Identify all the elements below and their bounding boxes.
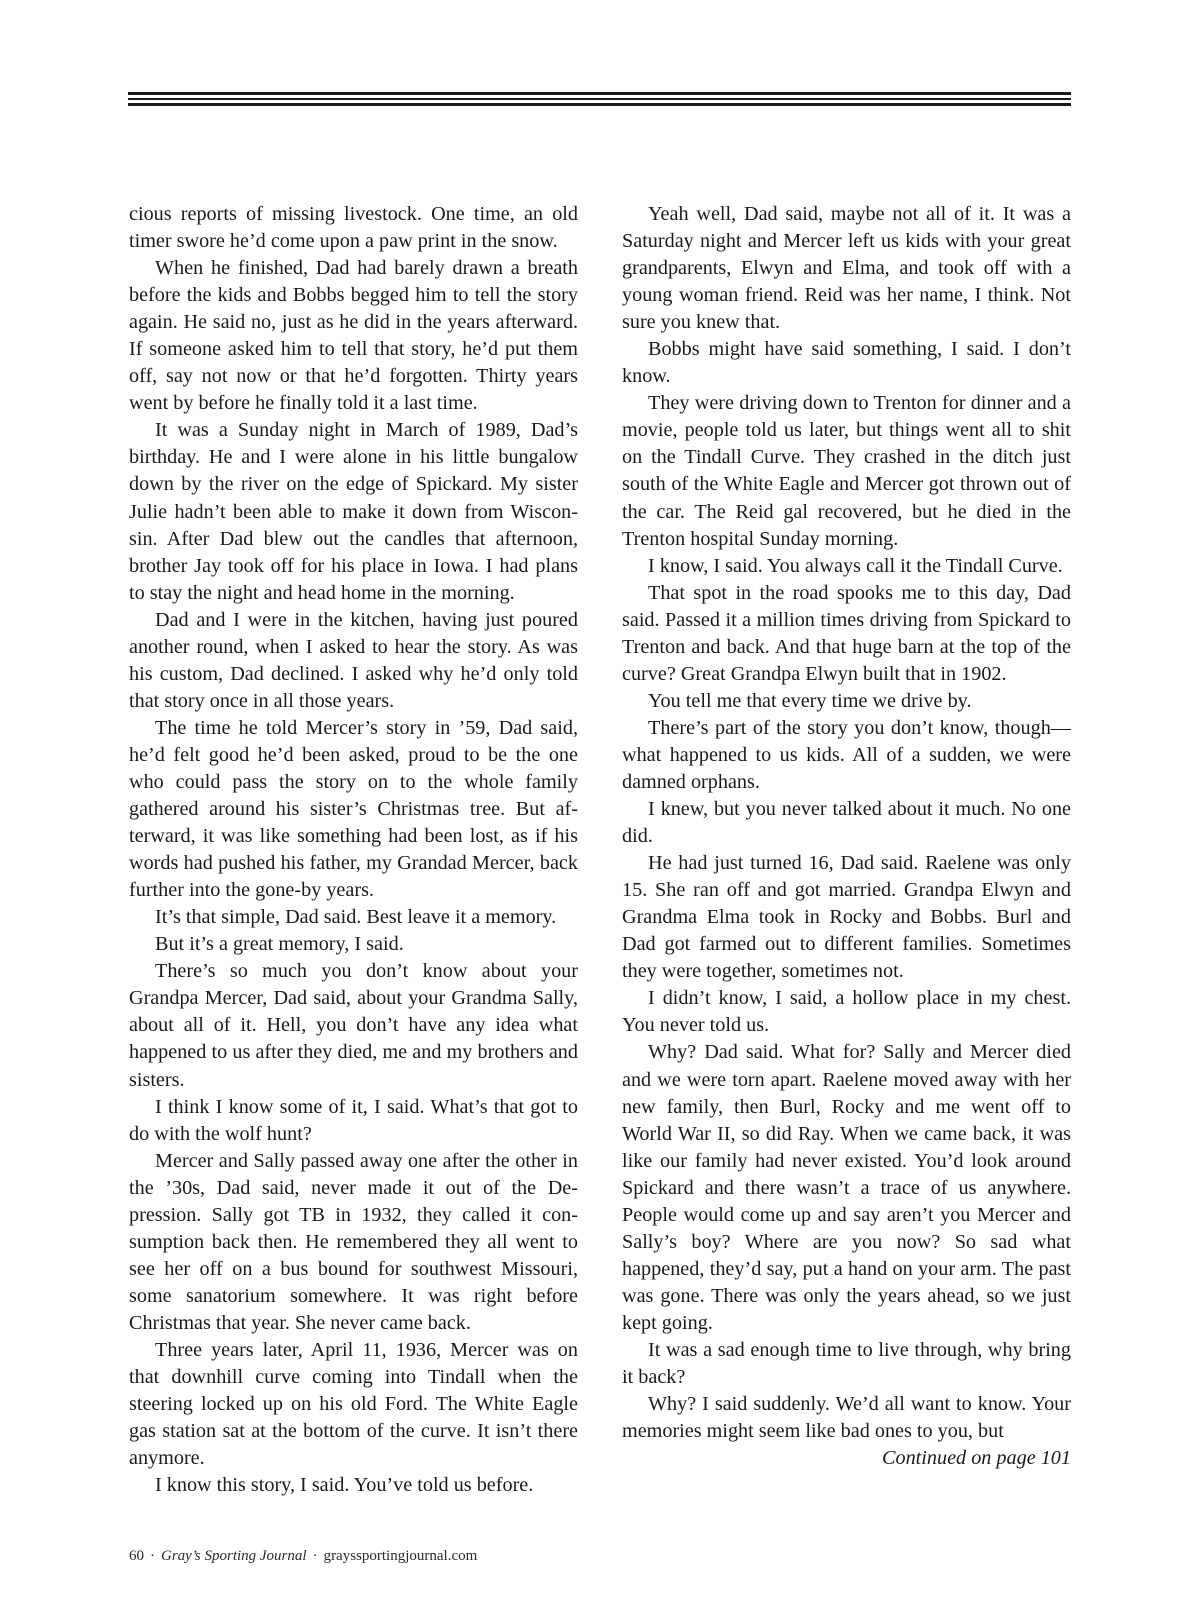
paragraph: Mercer and Sally passed away one after the other in the ’30s, Dad said, never made it out of the Depression. Sally got TB in 1932, they called it consumption back then. He remembered they all went to see her off on a bus bound for southwest Missouri, some sanatorium somewhere. It was right before Christmas that year. She never came back.	[129, 1149, 578, 1334]
paragraph: He had just turned 16, Dad said. Raelene was only 15. She ran off and got married. Grandpa Elwyn and Grandma Elma took in Rocky and Bobbs. Burl and Dad got farmed out to different families. Sometimes they were together, sometimes not.	[622, 852, 1071, 983]
right-column	[622, 201, 1071, 1472]
publication-name: Gray’s Sporting Journal	[161, 1548, 307, 1564]
paragraph: I think I know some of it, I said. What’s that got to do with the wolf hunt?	[129, 1095, 578, 1145]
paragraph: There’s part of the story you don’t know, though—what happened to us kids. All of a sudden, we were damned orphans.	[622, 716, 1071, 793]
paragraph: I knew, but you never talked about it much. No one did.	[622, 798, 1071, 848]
paragraph: Dad and I were in the kitchen, having just poured another round, when I asked to hear the story. As was his custom, Dad declined. I asked why he’d only told that story once in all those years.	[129, 608, 578, 712]
page-footer	[129, 1548, 477, 1565]
paragraph: There’s so much you don’t know about your Grandpa Mercer, Dad said, about your Grandma Sally, about all of it. Hell, you don’t have any idea what happened to us after they died, me and my brothers and sisters.	[129, 960, 578, 1091]
paragraph: Three years later, April 11, 1936, Mercer was on that downhill curve coming into Tindall when the steering locked up on his old Ford. The White Eagle gas station sat at the bottom of the curve. It isn’t there anymore.	[129, 1338, 578, 1470]
paragraph: Bobbs might have said something, I said. I don’t know.	[622, 338, 1071, 388]
paragraph: It was a Sunday night in March of 1989, Dad’s birthday. He and I were alone in his little bungalow down by the river on the edge of Spickard. My sister Julie hadn’t been able to make it down from Wisconsin. After Dad blew out the candles that afternoon, brother Jay took off for his place in Iowa. I had plans to stay the night and head home in the morning.	[129, 419, 578, 604]
paragraph: You tell me that every time we drive by.	[648, 689, 972, 712]
paragraph: It was a sad enough time to live through, why bring it back?	[622, 1338, 1071, 1389]
header-rules	[128, 92, 1071, 109]
paragraph: cious reports of missing livestock. One time, an old timer swore he’d come upon a paw print in the snow.	[129, 203, 578, 253]
paragraph: When he finished, Dad had barely drawn a breath before the kids and Bobbs begged him to tell the story again. He said no, just as he did in the years afterward. If someone asked him to tell that story, he’d put them off, say not now or that he’d forgotten. Thirty years went by before he finally told it a last time.	[129, 257, 578, 415]
footer-separator: ·	[150, 1548, 155, 1564]
paragraph: Why? Dad said. What for? Sally and Mercer died and we were torn apart. Raelene moved away with her new family, then Burl, Rocky and me went off to World War II, so did Ray. When we came back, it was like our family had never existed. You’d look around Spickard and there wasn’t a trace of us anywhere. People would come up and say aren’t you Mercer and Sally’s boy? Where are you now? So sad what happened, they’d say, put a hand on your arm. The past was gone. There was only the years ahead, so we just kept going.	[622, 1041, 1071, 1334]
paragraph: Yeah well, Dad said, maybe not all of it. It was a Saturday night and Mercer left us kids with your great grandparents, Elwyn and Elma, and took off with a young woman friend. Reid was her name, I think. Not sure you knew that.	[622, 203, 1071, 334]
footer-separator: ·	[312, 1548, 318, 1564]
website-url: grayssportingjournal.com	[323, 1548, 478, 1564]
paragraph: But it’s a great memory, I said.	[155, 933, 404, 956]
paragraph: The time he told Mercer’s story in ’59, Dad said, he’d felt good he’d been asked, proud to be the one who could pass the story on to the whole family gathered around his sister’s Christmas tree. But afterward, it was like something had been lost, as if his words had pushed his father, my Grandad Mercer, back further into the gone-by years.	[129, 716, 578, 902]
left-column	[129, 201, 578, 1499]
paragraph: I know, I said. You always call it the Tindall Curve.	[648, 554, 1063, 577]
header-rule	[128, 92, 1071, 95]
paragraph: Why? I said suddenly. We’d all want to know. Your memories might seem like bad ones to you, but	[622, 1393, 1071, 1443]
paragraph: They were driving down to Trenton for dinner and a movie, people told us later, but things went all to shit on the Tindall Curve. They crashed in the ditch just south of the White Eagle and Mercer got thrown out of the car. The Reid gal recovered, but he died in the Trenton hospital Sunday morning.	[622, 392, 1071, 550]
paragraph: That spot in the road spooks me to this day, Dad said. Passed it a million times driving from Spickard to Trenton and back. And that huge barn at the top of the curve? Great Grandpa Elwyn built that in 1902.	[622, 581, 1071, 685]
paragraph: I didn’t know, I said, a hollow place in my chest. You never told us.	[622, 987, 1071, 1037]
header-rule	[128, 98, 1071, 100]
header-rule	[128, 103, 1071, 106]
continued-note: Continued on page 101	[882, 1447, 1071, 1470]
paragraph: It’s that simple, Dad said. Best leave it a memory.	[155, 906, 557, 929]
paragraph: I know this story, I said. You’ve told us before.	[155, 1474, 534, 1497]
page-number: 60	[129, 1548, 144, 1564]
